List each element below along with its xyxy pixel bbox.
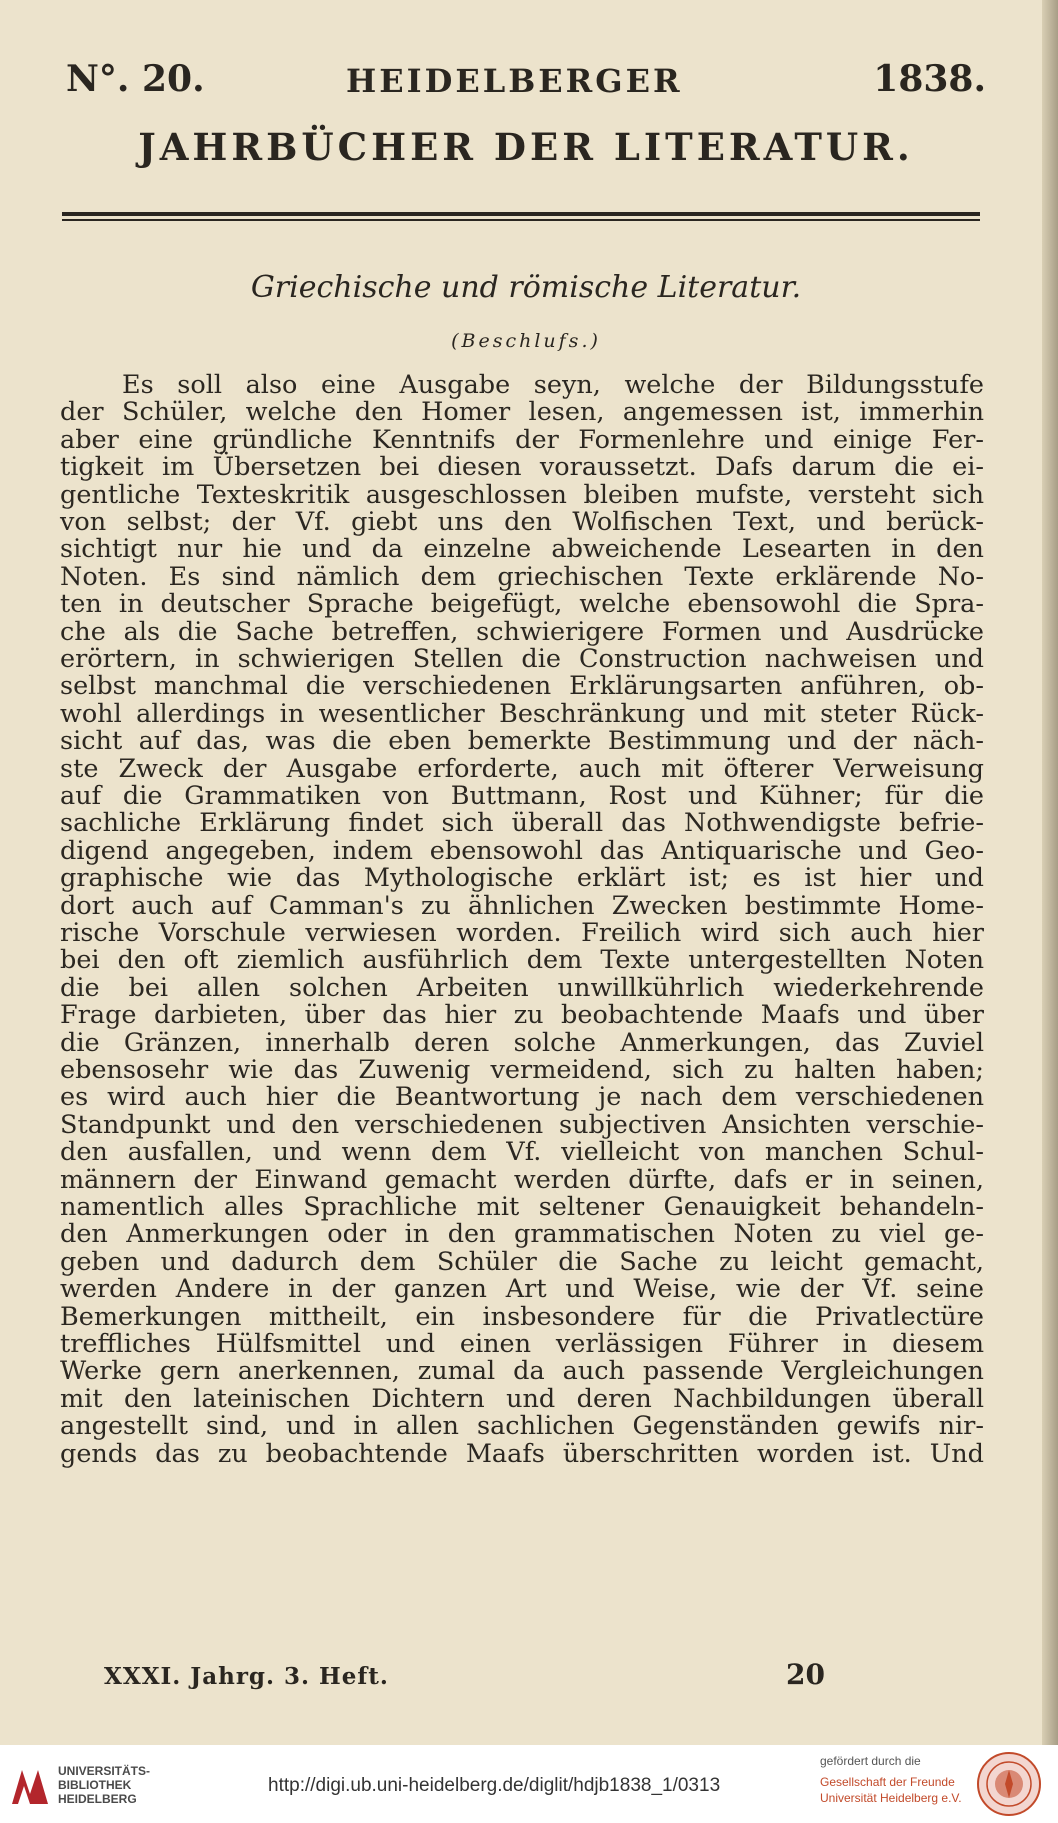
sponsor-name	[820, 1774, 962, 1806]
university-seal-icon	[976, 1751, 1042, 1817]
text-line: von selbst; der Vf. giebt uns den Wolfischen Text, und berück-	[60, 507, 984, 537]
library-name-line: BIBLIOTHEK	[58, 1778, 132, 1792]
text-line: sichtigt nur hie und da einzelne abweichende Lesearten in den	[60, 534, 984, 565]
library-name	[58, 1764, 150, 1806]
text-line: den Anmerkungen oder in den grammatischen Noten zu viel ge-	[60, 1219, 984, 1250]
text-line: männern der Einwand gemacht werden dürfte, dafs er in seinen,	[60, 1164, 984, 1195]
permalink-url[interactable]: http://digi.ub.uni-heidelberg.de/diglit/hdjb1838_1/0313	[268, 1775, 721, 1796]
text-line: Es soll also eine Ausgabe seyn, welche der Bildungsstufe	[122, 370, 984, 400]
text-line: gends das zu beobachtende Maafs überschritten worden ist. Und	[60, 1438, 984, 1469]
sponsor-name-line: Gesellschaft der Freunde	[820, 1775, 955, 1789]
text-line: rische Vorschule verwiesen worden. Freilich wird sich auch hier	[60, 918, 984, 948]
text-line: ebensosehr wie das Zuwenig vermeidend, sich zu halten haben;	[60, 1055, 984, 1085]
library-name-line: UNIVERSITÄTS-	[58, 1764, 151, 1778]
text-line: tigkeit im Übersetzen bei diesen voraussetzt. Dafs darum die ei-	[60, 452, 984, 483]
text-line: Standpunkt und den verschiedenen subjectiven Ansichten verschie-	[60, 1109, 984, 1140]
text-line: werden Andere in der ganzen Art und Weise, wie der Vf. seine	[60, 1274, 984, 1305]
text-line: graphische wie das Mythologische erklärt ist; es ist hier und	[60, 863, 984, 894]
page-edge	[1042, 0, 1058, 1745]
text-line: die bei allen solchen Arbeiten unwillkührlich wiederkehrende	[60, 972, 984, 1003]
signature-mark: XXXI. Jahrg. 3. Heft.	[104, 1663, 389, 1690]
text-line: Bemerkungen mittheilt, ein insbesondere für die Privatlectüre	[60, 1301, 984, 1332]
digitization-banner	[0, 1745, 1058, 1823]
sponsor-name-line: Universität Heidelberg e.V.	[820, 1791, 962, 1805]
signature-page-number: 20	[786, 1658, 825, 1691]
text-line: mit den lateinischen Dichtern und deren Nachbildungen überall	[60, 1383, 984, 1414]
text-line: ste Zweck der Ausgabe erforderte, auch mit öfterer Verweisung	[60, 753, 984, 784]
text-line: Werke gern anerkennen, zumal da auch passende Vergleichungen	[60, 1356, 984, 1387]
text-line: selbst manchmal die verschiedenen Erklärungsarten anführen, ob-	[60, 671, 984, 702]
text-line: es wird auch hier die Beantwortung je nach dem verschiedenen	[60, 1082, 984, 1113]
text-line: wohl allerdings in wesentlicher Beschränkung und mit steter Rück-	[60, 698, 984, 729]
text-line: gentliche Texteskritik ausgeschlossen bleiben mufste, versteht sich	[60, 479, 984, 510]
text-line: sicht auf das, was die eben bemerkte Bestimmung und der näch-	[60, 726, 984, 757]
text-line: auf die Grammatiken von Buttmann, Rost und Kühner; für die	[60, 781, 984, 811]
university-library-logo-icon	[8, 1764, 52, 1808]
library-name-line: HEIDELBERG	[58, 1792, 137, 1806]
text-line: aber eine gründliche Kenntnifs der Formenlehre und einige Fer-	[60, 424, 984, 455]
text-line: geben und dadurch dem Schüler die Sache zu leicht gemacht,	[60, 1246, 984, 1277]
text-line: digend angegeben, indem ebensowohl das Antiquarische und Geo-	[60, 835, 984, 866]
text-line: der Schüler, welche den Homer lesen, angemessen ist, immerhin	[60, 397, 984, 428]
section-title: Griechische und römische Literatur.	[250, 270, 802, 305]
text-line: sachliche Erklärung findet sich überall das Nothwendigste befrie-	[60, 808, 984, 839]
header-rule-thin	[62, 219, 980, 221]
text-line: ten in deutscher Sprache beigefügt, welche ebensowohl die Spra-	[60, 589, 984, 620]
running-header	[66, 58, 986, 108]
text-line: bei den oft ziemlich ausführlich dem Texte untergestellten Noten	[60, 945, 984, 976]
journal-city: HEIDELBERGER	[346, 62, 683, 100]
text-line: Frage darbieten, über das hier zu beobachtende Maafs und über	[60, 1000, 984, 1031]
issue-year: 1838.	[873, 58, 986, 100]
text-line: erörtern, in schwierigen Stellen die Construction nachweisen und	[60, 644, 984, 674]
sponsor-intro: gefördert durch die	[820, 1754, 921, 1768]
issue-number: N°. 20.	[66, 58, 205, 100]
text-line: dort auch auf Camman's zu ähnlichen Zwecken bestimmte Home-	[60, 890, 984, 921]
text-line: namentlich alles Sprachliche mit seltener Genauigkeit behandeln-	[60, 1192, 984, 1222]
text-line: treffliches Hülfsmittel und einen verlässigen Führer in diesem	[60, 1329, 984, 1359]
journal-title: JAHRBÜCHER DER LITERATUR.	[138, 125, 914, 169]
text-line: Noten. Es sind nämlich dem griechischen Texte erklärende No-	[60, 561, 984, 592]
text-line: angestellt sind, und in allen sachlichen Gegenständen gewifs nir-	[60, 1411, 984, 1442]
header-rule-thick	[62, 212, 980, 216]
text-line: die Gränzen, innerhalb deren solche Anmerkungen, das Zuviel	[60, 1027, 984, 1058]
text-line: che als die Sache betreffen, schwierigere Formen und Ausdrücke	[60, 616, 984, 647]
section-subtitle: (Beschlufs.)	[451, 330, 601, 352]
text-line: den ausfallen, und wenn dem Vf. vielleicht von manchen Schul-	[60, 1137, 984, 1168]
